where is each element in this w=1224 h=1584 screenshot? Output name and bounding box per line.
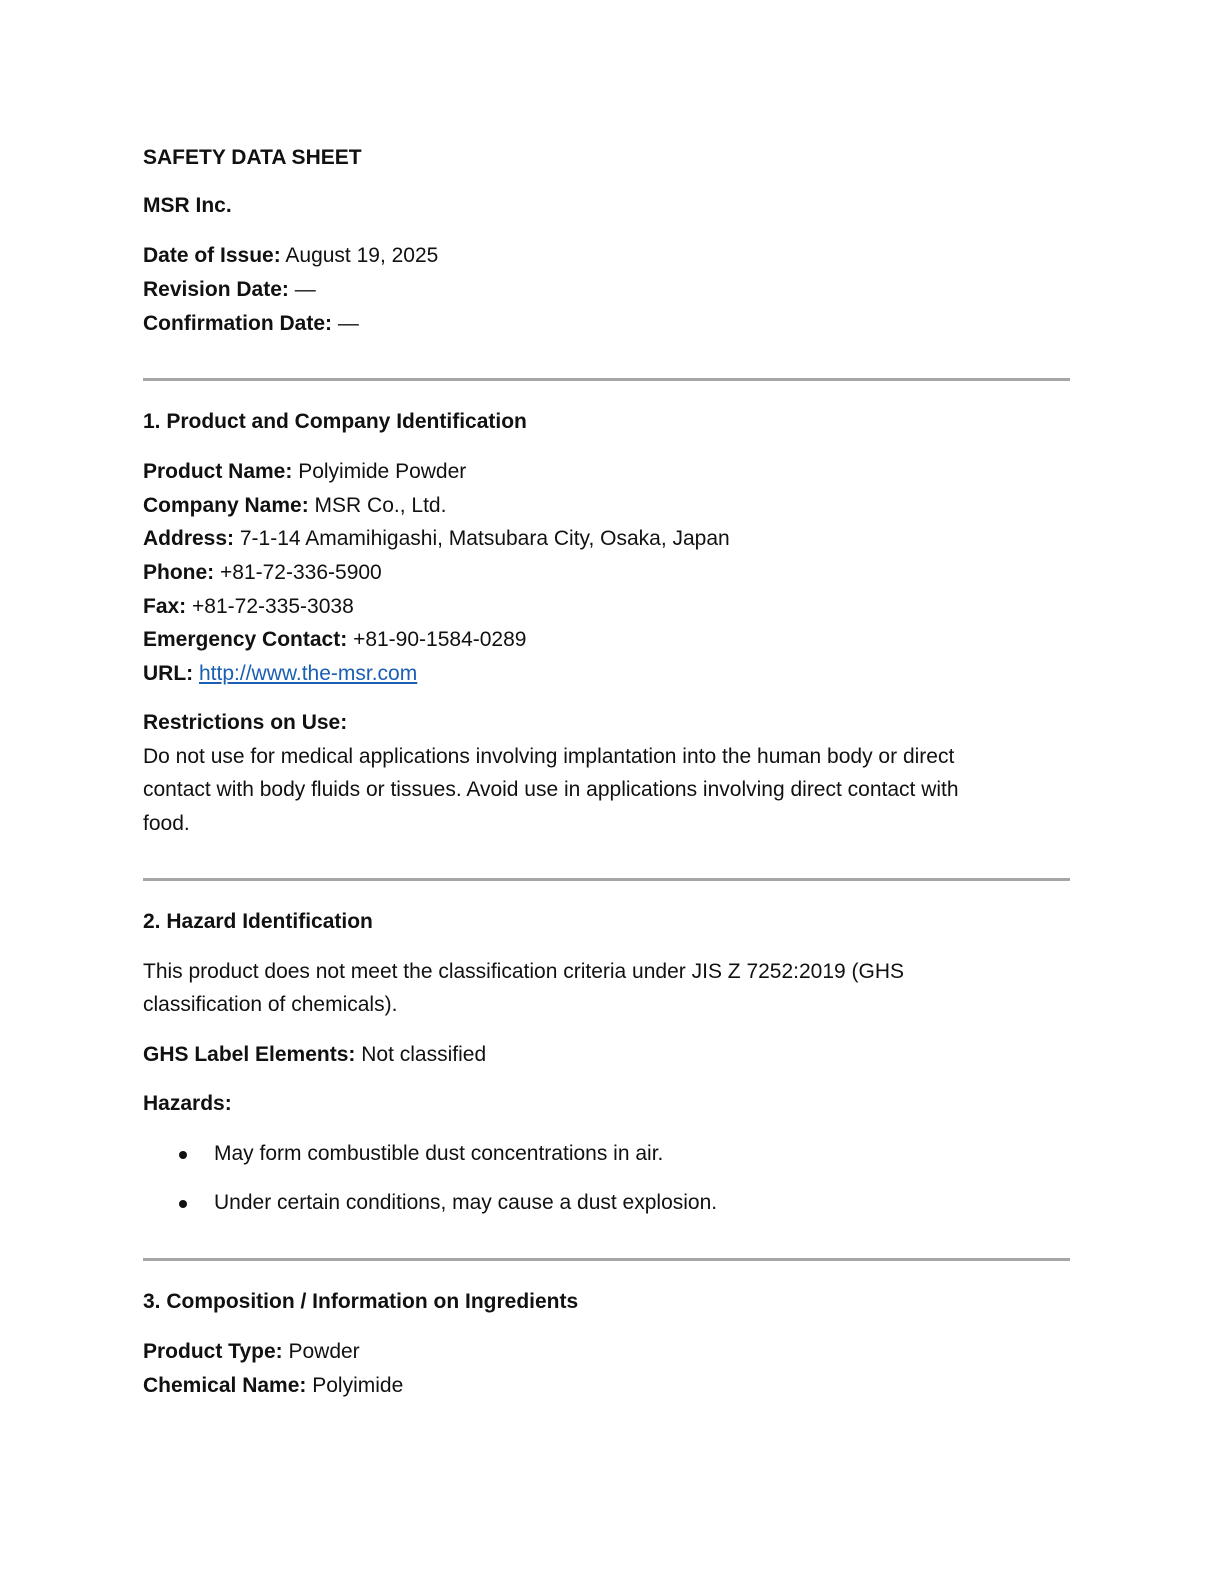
emergency-contact-label: Emergency Contact: (143, 628, 348, 651)
emergency-contact-row (143, 625, 526, 655)
restrictions-text-line-2: contact with body fluids or tissues. Avoid use in applications involving direct contact with (143, 778, 959, 801)
restrictions-label: Restrictions on Use: (143, 711, 348, 734)
section-2-heading: 2. Hazard Identification (143, 910, 373, 933)
product-name-row (143, 457, 466, 487)
confirmation-date-label: Confirmation Date: (143, 312, 332, 335)
company-name-value: MSR Co., Ltd. (314, 494, 447, 517)
restrictions-text-line-3: food. (143, 812, 190, 835)
classification-text-line-1: This product does not meet the classification criteria under JIS Z 7252:2019 (GHS (143, 960, 905, 983)
section-1-heading: 1. Product and Company Identification (143, 410, 527, 433)
chemical-name-value: Polyimide (312, 1374, 404, 1397)
url-row (143, 659, 417, 689)
url-label: URL: (143, 662, 194, 685)
revision-date-row (143, 275, 316, 305)
hazards-label: Hazards: (143, 1092, 232, 1115)
section-divider (143, 1258, 1070, 1261)
ghs-value: Not classified (361, 1043, 487, 1066)
bullet-icon (179, 1200, 187, 1208)
fax-value: +81-72-335-3038 (192, 595, 354, 618)
chemical-name-row (143, 1371, 403, 1401)
classification-text-line-2: classification of chemicals). (143, 993, 398, 1016)
address-row (143, 524, 730, 554)
product-name-label: Product Name: (143, 460, 293, 483)
address-value: 7-1-14 Amamihigashi, Matsubara City, Osaka, Japan (239, 527, 730, 550)
revision-date-value: — (294, 278, 316, 301)
confirmation-date-value: — (337, 312, 359, 335)
section-divider (143, 878, 1070, 881)
company-url-link[interactable]: http://www.the-msr.com (199, 662, 418, 685)
fax-label: Fax: (143, 595, 187, 618)
restrictions-text-line-1: Do not use for medical applications involving implantation into the human body or direct (143, 745, 955, 768)
hazard-list-item: May form combustible dust concentrations in air. (214, 1142, 664, 1165)
phone-label: Phone: (143, 561, 215, 584)
confirmation-date-row (143, 309, 359, 339)
ghs-label: GHS Label Elements: (143, 1043, 356, 1066)
section-3-heading: 3. Composition / Information on Ingredients (143, 1290, 579, 1313)
product-type-row (143, 1337, 360, 1367)
section-divider (143, 378, 1070, 381)
chemical-name-label: Chemical Name: (143, 1374, 307, 1397)
ghs-label-row (143, 1040, 486, 1070)
date-of-issue-label: Date of Issue: (143, 244, 281, 267)
revision-date-label: Revision Date: (143, 278, 289, 301)
emergency-contact-value: +81-90-1584-0289 (353, 628, 527, 651)
company-name-label: Company Name: (143, 494, 309, 517)
bullet-icon (179, 1151, 187, 1159)
fax-row (143, 592, 354, 622)
product-name-value: Polyimide Powder (298, 460, 467, 483)
phone-value: +81-72-336-5900 (220, 561, 382, 584)
company-heading: MSR Inc. (143, 194, 232, 217)
document-title: SAFETY DATA SHEET (143, 146, 362, 169)
company-name-row (143, 491, 446, 521)
date-of-issue-value: August 19, 2025 (285, 244, 439, 267)
product-type-value: Powder (288, 1340, 360, 1363)
phone-row (143, 558, 382, 588)
address-label: Address: (143, 527, 235, 550)
product-type-label: Product Type: (143, 1340, 283, 1363)
hazard-list-item: Under certain conditions, may cause a dust explosion. (214, 1191, 718, 1214)
date-of-issue-row (143, 241, 438, 271)
